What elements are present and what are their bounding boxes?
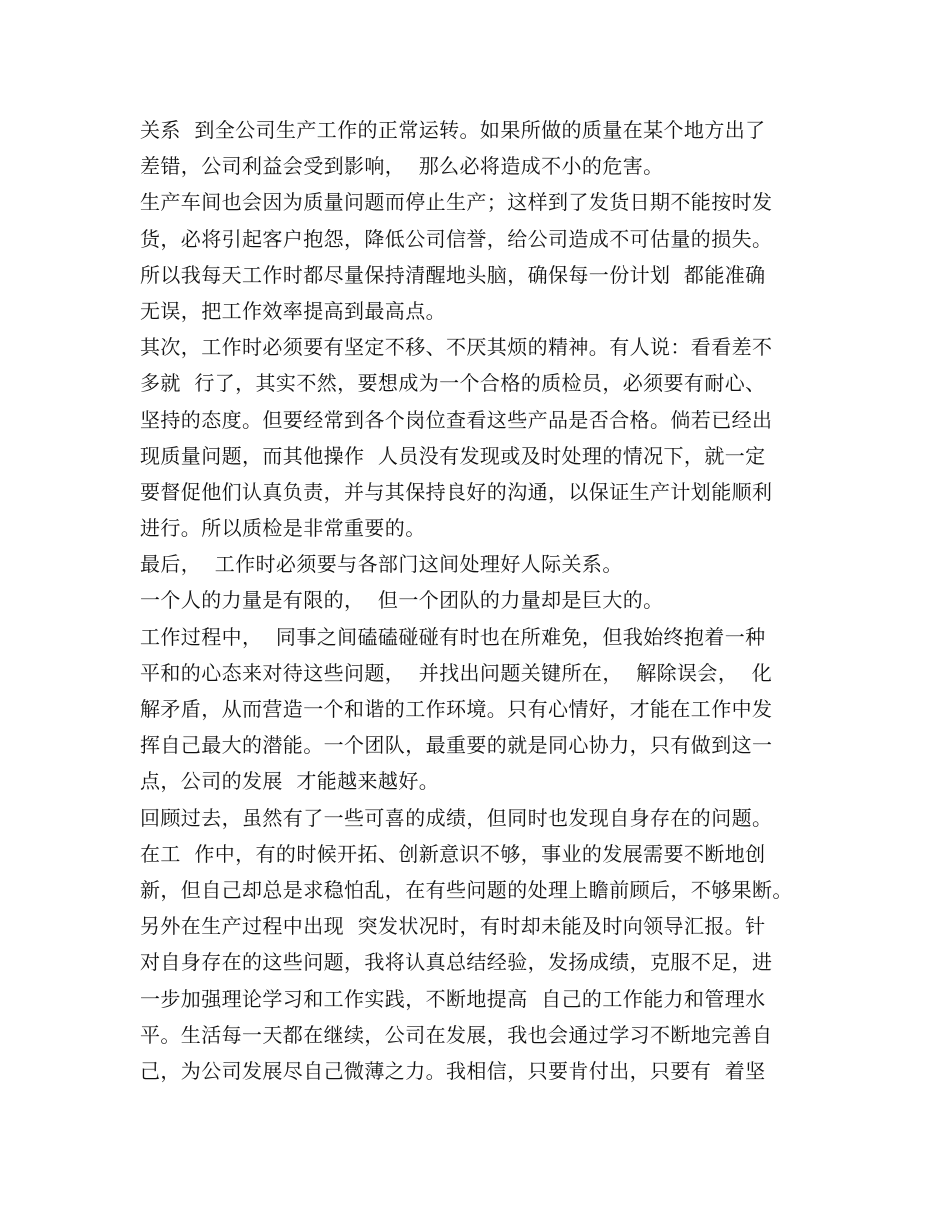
- text-line: 己，为公司发展尽自己微薄之力。我相信，只要肯付出，只要有 着坚: [140, 1058, 766, 1083]
- text-line: 解矛盾，从而营造一个和谐的工作环境。只有心情好，才能在工作中发: [140, 697, 773, 721]
- text-line: 无误，把工作效率提高到最高点。: [140, 298, 446, 323]
- text-line: 另外在生产过程中出现 突发状况时，有时却未能及时向领导汇报。针: [140, 914, 766, 939]
- text-line: 新，但自己却总是求稳怕乱，在有些问题的处理上瞻前顾后，不够果断。: [140, 877, 793, 902]
- text-line: 进行。所以质检是非常重要的。: [140, 516, 426, 541]
- text-line: 坚持的态度。但要经常到各个岗位查看这些产品是否合格。倘若已经出: [140, 407, 773, 432]
- body-text: [140, 112, 830, 1089]
- text-line: 其次，工作时必须要有坚定不移、不厌其烦的精神。有人说：看看差不: [140, 335, 773, 360]
- text-line: 现质量问题，而其他操作 人员没有发现或及时处理的情况下，就一定: [140, 443, 766, 468]
- text-line: 货，必将引起客户抱怨，降低公司信誉，给公司造成不可估量的损失。: [140, 226, 773, 251]
- text-line: 所以我每天工作时都尽量保持清醒地头脑，确保每一份计划 都能准确: [140, 262, 766, 287]
- text-line: 差错，公司利益会受到影响， 那么必将造成不小的危害。: [140, 154, 664, 179]
- text-line: 回顾过去，虽然有了一些可喜的成绩，但同时也发现自身存在的问题。: [140, 805, 773, 830]
- text-line: 平和的心态来对待这些问题， 并找出问题关键所在， 解除误会， 化: [140, 660, 773, 685]
- text-line: 一步加强理论学习和工作实践，不断地提高 自己的工作能力和管理水: [140, 986, 766, 1011]
- text-line: 平。生活每一天都在继续，公司在发展，我也会通过学习不断地完善自: [140, 1022, 773, 1047]
- text-line: 关系 到全公司生产工作的正常运转。如果所做的质量在某个地方出了: [140, 118, 766, 142]
- text-line: 生产车间也会因为质量问题而停止生产；这样到了发货日期不能按时发: [140, 190, 773, 215]
- text-line: 一个人的力量是有限的， 但一个团队的力量却是巨大的。: [140, 588, 664, 613]
- text-line: 点，公司的发展 才能越来越好。: [140, 769, 440, 794]
- text-line: 多就 行了，其实不然，要想成为一个合格的质检员，必须要有耐心、: [140, 371, 766, 396]
- text-line: 最后， 工作时必须要与各部门这间处理好人际关系。: [140, 552, 623, 577]
- text-line: 工作过程中， 同事之间磕磕碰碰有时也在所难免，但我始终抱着一种: [140, 624, 766, 649]
- text-line: 要督促他们认真负责，并与其保持良好的沟通，以保证生产计划能顺利: [140, 479, 773, 504]
- text-line: 挥自己最大的潜能。一个团队，最重要的就是同心协力，只有做到这一: [140, 733, 773, 758]
- text-line: 对自身存在的这些问题，我将认真总结经验，发扬成绩，克服不足，进: [140, 950, 773, 975]
- text-line: 在工 作中，有的时候开拓、创新意识不够，事业的发展需要不断地创: [140, 841, 766, 866]
